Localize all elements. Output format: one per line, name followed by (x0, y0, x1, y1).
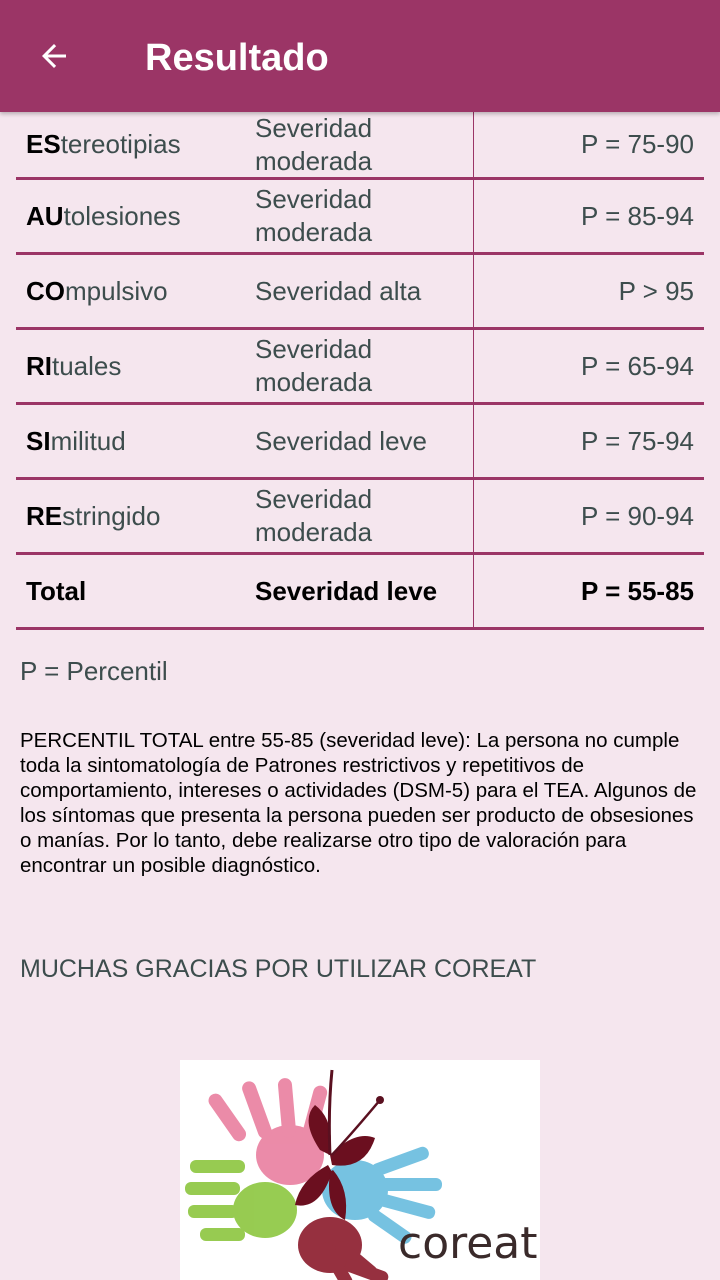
column-divider (473, 180, 474, 252)
total-percentile: P = 55-85 (580, 575, 694, 606)
total-severity: Severidad leve (255, 575, 438, 606)
percentile-legend: P = Percentil (20, 656, 168, 686)
column-divider (473, 112, 474, 177)
percentile-cell: P = 90-94 (580, 500, 694, 531)
percentile-cell: P = 65-94 (580, 350, 694, 381)
severity-cell: Severidad alta (255, 275, 422, 306)
subscale-name (26, 255, 246, 327)
percentile-cell: P = 75-94 (580, 425, 694, 456)
total-label: Total (26, 575, 87, 606)
subscale-name (26, 405, 246, 477)
column-divider (473, 405, 474, 477)
coreat-logo (180, 1060, 540, 1280)
percentile-cell: P > 95 (618, 275, 694, 306)
subscale-name (26, 112, 246, 177)
total-row (16, 555, 704, 630)
logo-text: coreat (398, 1218, 538, 1269)
back-button[interactable] (30, 34, 78, 78)
subscale-abbr: CO (26, 275, 65, 306)
severity-cell: Severidad moderada (255, 334, 373, 397)
subscale-rest: tuales (52, 350, 122, 381)
column-divider (473, 255, 474, 327)
severity-cell: Severidad moderada (255, 112, 373, 176)
column-divider (473, 555, 474, 627)
subscale-abbr: RI (26, 350, 52, 381)
column-divider (473, 330, 474, 402)
table-row (16, 180, 704, 255)
app-bar (0, 0, 720, 112)
table-row (16, 255, 704, 330)
subscale-name (26, 480, 246, 552)
subscale-rest: mpulsivo (65, 275, 168, 306)
page-title: Resultado (145, 37, 329, 79)
arrow-left-icon (36, 38, 72, 74)
column-divider (473, 480, 474, 552)
subscale-name (26, 330, 246, 402)
severity-cell: Severidad leve (255, 425, 427, 456)
table-row (16, 405, 704, 480)
subscale-name (26, 180, 246, 252)
subscale-rest: tolesiones (63, 200, 181, 231)
result-description: PERCENTIL TOTAL entre 55-85 (severidad leve): La persona no cumple toda la sintomatología de Patrones restrictivos y repetitivos de comportamiento, intereses o actividades (DSM-5) para el TEA. Algunos de los síntomas que presenta la persona pueden ser producto de obsesiones o manías. Por lo tanto, debe realizarse otro tipo de valoración para encontrar un posible diagnóstico. (20, 729, 697, 877)
percentile-cell: P = 75-90 (580, 129, 694, 159)
subscale-rest: stringido (62, 500, 161, 531)
results-table (16, 112, 704, 630)
table-row (16, 330, 704, 405)
subscale-abbr: ES (26, 129, 61, 159)
thanks-message: MUCHAS GRACIAS POR UTILIZAR COREAT (20, 955, 537, 983)
table-row (16, 112, 704, 180)
percentile-cell: P = 85-94 (580, 200, 694, 231)
subscale-abbr: RE (26, 500, 63, 531)
severity-cell: Severidad moderada (255, 484, 373, 547)
subscale-abbr: SI (26, 425, 51, 456)
subscale-rest: tereotipias (60, 129, 181, 159)
subscale-rest: militud (50, 425, 126, 456)
severity-cell: Severidad moderada (255, 184, 373, 247)
subscale-abbr: AU (26, 200, 64, 231)
table-row (16, 480, 704, 555)
